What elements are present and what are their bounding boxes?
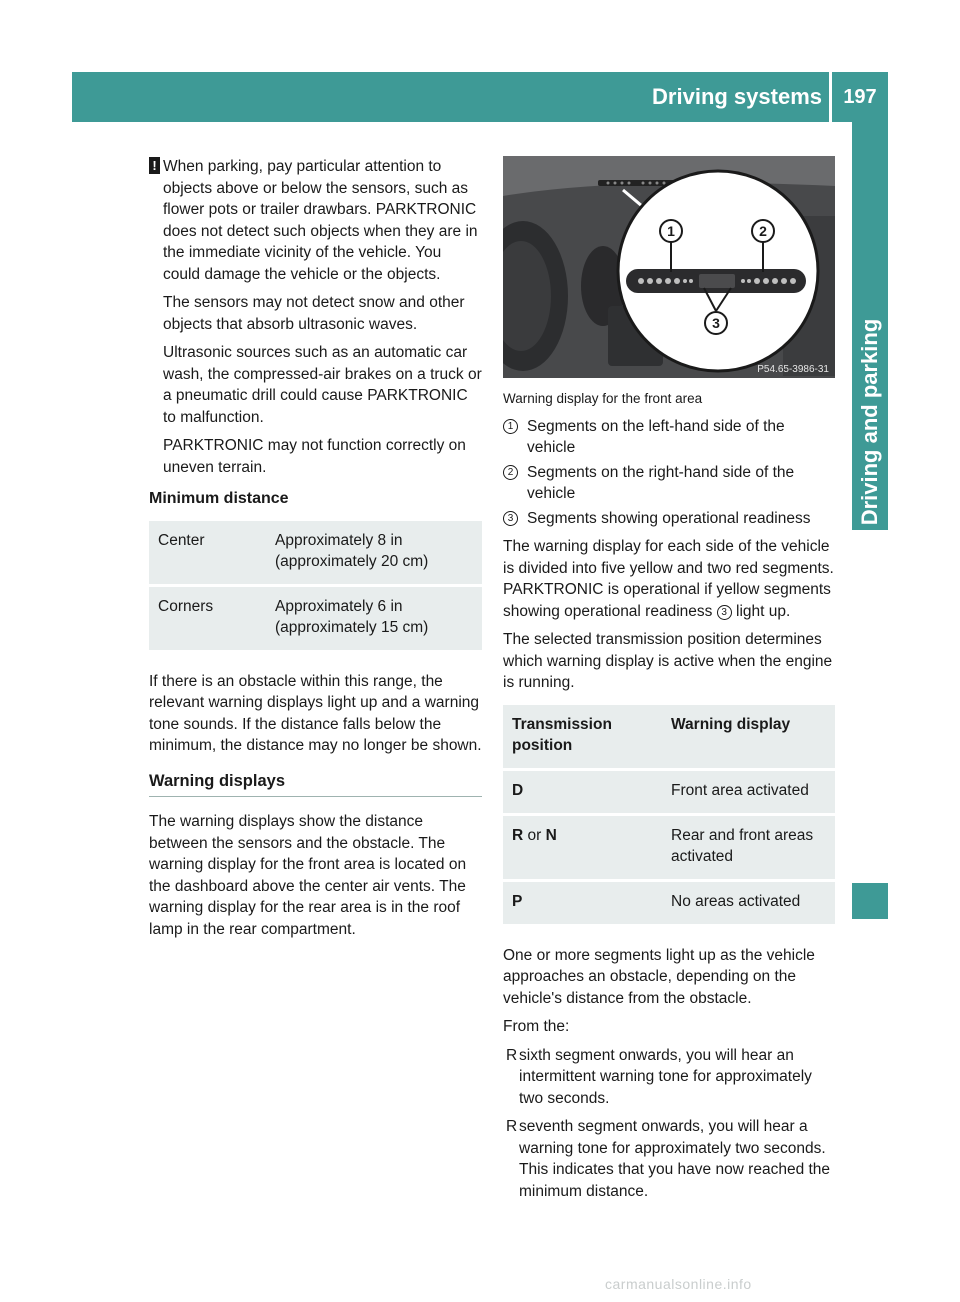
position-code: R (512, 826, 524, 844)
min-distance-table (149, 518, 482, 653)
table-cell (503, 771, 662, 813)
callout-1: 1 (667, 223, 675, 239)
transmission-paragraph: The selected transmission position determines which warning display is active when the engine is running. (503, 631, 833, 691)
bullet-mark: R (506, 1046, 518, 1064)
table-row (149, 521, 482, 584)
bullet-text: sixth segment onwards, you will hear an intermittent warning tone for approximately two seconds. (519, 1046, 812, 1107)
warning-displays-heading: Warning displays (149, 771, 482, 798)
legend-text: Segments showing operational readiness (527, 509, 811, 527)
segments-text: The warning display for each side of the vehicle is divided into five yellow and two red segments. PARKTRONIC is operational if yellow segments showing operational readiness (503, 538, 834, 620)
bullet-text: seventh segment onwards, you will hear a warning tone for approximately two seconds. This indicates that you have now reached the minimum distance. (519, 1118, 831, 1200)
warning-text-1: When parking, pay particular attention to objects above or below the sensors, such as flower pots or trailer drawbars. PARKTRONIC does not detect such objects when they are in the immediate vicinity of the vehicle. You could damage the vehicle or the objects. (163, 158, 478, 283)
table-cell: Approximately 6 in (approximately 15 cm) (266, 587, 482, 650)
obstacle-paragraph: If there is an obstacle within this range, the relevant warning displays light up and a warning tone sounds. If the distance falls below the minimum, the distance may no longer be shown. (149, 672, 482, 754)
figure-caption: Warning display for the front area (503, 391, 703, 406)
warning-text-3: Ultrasonic sources such as an automatic car wash, the compressed-air brakes on a truck or a pneumatic drill could cause PARKTRONIC to malfunction. (163, 344, 482, 426)
legend-text: Segments on the right-hand side of the vehicle (527, 463, 795, 502)
segments-light-paragraph: One or more segments light up as the vehicle approaches an obstacle, depending on the vehicle's distance from the obstacle. (503, 946, 815, 1007)
table-cell: Corners (149, 587, 266, 650)
table-cell (503, 882, 662, 924)
warning-text-4: PARKTRONIC may not function correctly on uneven terrain. (163, 437, 466, 476)
table-cell: Approximately 8 in (approximately 20 cm) (266, 521, 482, 584)
warning-displays-paragraph: The warning displays show the distance between the sensors and the obstacle. The warning display for the front area is located on the dashboard above the center air vents. The warning display for the rear area is in the roof lamp in the rear compartment. (149, 813, 467, 938)
table-cell: Front area activated (662, 771, 835, 813)
callout-3: 3 (712, 315, 720, 331)
table-row (503, 771, 835, 813)
watermark: carmanualsonline.info (605, 1276, 752, 1292)
side-tab-label: Driving and parking (857, 318, 882, 526)
table-cell (503, 816, 662, 879)
segments-paragraph (503, 536, 835, 622)
transmission-table (503, 702, 835, 927)
dashboard-illustration (503, 156, 835, 378)
legend-number: 2 (503, 465, 518, 480)
table-header-cell: Warning display (662, 705, 835, 768)
page-number: 197 (843, 86, 877, 108)
right-column (503, 156, 835, 1209)
table-row (149, 587, 482, 650)
left-column (149, 156, 482, 947)
warning-paragraph (149, 156, 482, 285)
header-title: Driving systems (652, 84, 822, 109)
page-header (72, 72, 888, 122)
warning-icon: ! (149, 157, 160, 174)
dashboard-photo (503, 156, 835, 378)
min-distance-heading: Minimum distance (149, 490, 289, 507)
legend-item (503, 508, 835, 530)
legend-number: 3 (503, 511, 518, 526)
position-code: P (512, 892, 523, 910)
warning-text-2: The sensors may not detect snow and other objects that absorb ultrasonic waves. (163, 294, 465, 333)
legend-text: Segments on the left-hand side of the vehicle (527, 417, 785, 456)
side-marker (852, 883, 888, 919)
table-header-row (503, 705, 835, 768)
table-row (503, 816, 835, 879)
table-header-cell: Transmission position (503, 705, 662, 768)
bullet-mark: R (506, 1118, 518, 1135)
table-cell: Center (149, 521, 266, 584)
list-item (503, 1045, 835, 1110)
table-row (503, 882, 835, 924)
table-cell: No areas activated (662, 882, 835, 924)
ref-number: 3 (717, 605, 732, 620)
from-the-label: From the: (503, 1018, 570, 1035)
position-or: or (523, 826, 546, 844)
photo-code: P54.65-3986-31 (757, 364, 829, 375)
legend-item (503, 416, 835, 459)
segments-text-end: light up. (736, 602, 791, 620)
table-cell: Rear and front areas activated (662, 816, 835, 879)
position-code: D (512, 781, 524, 799)
callout-2: 2 (759, 223, 767, 239)
legend-item (503, 462, 835, 505)
position-code: N (545, 826, 557, 844)
legend-number: 1 (503, 419, 518, 434)
list-item (503, 1116, 835, 1202)
